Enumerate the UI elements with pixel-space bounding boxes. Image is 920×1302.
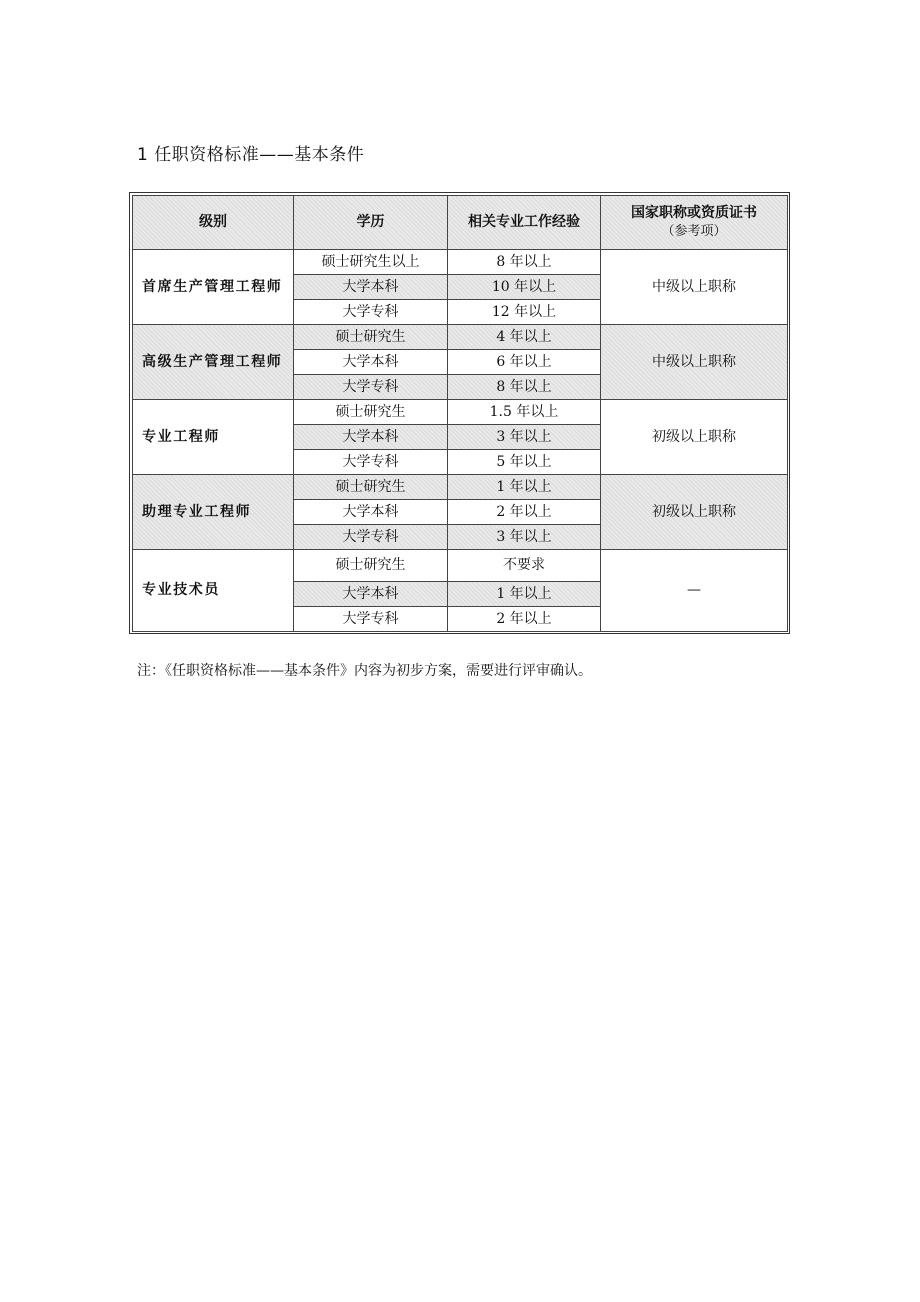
experience-cell: 2 年以上 (448, 607, 601, 632)
education-cell: 硕士研究生 (294, 550, 448, 582)
experience-cell: 1 年以上 (448, 475, 601, 500)
education-cell: 硕士研究生 (294, 325, 448, 350)
level-cell: 专业工程师 (133, 400, 294, 475)
certificate-cell: 中级以上职称 (601, 325, 788, 400)
education-cell: 大学本科 (294, 425, 448, 450)
experience-cell: 5 年以上 (448, 450, 601, 475)
education-cell: 大学专科 (294, 450, 448, 475)
level-cell: 高级生产管理工程师 (133, 325, 294, 400)
header-certificate (601, 196, 788, 250)
certificate-cell: 初级以上职称 (601, 400, 788, 475)
level-cell: 首席生产管理工程师 (133, 250, 294, 325)
education-cell: 大学专科 (294, 375, 448, 400)
education-cell: 大学本科 (294, 275, 448, 300)
experience-cell: 1 年以上 (448, 582, 601, 607)
certificate-cell: 中级以上职称 (601, 250, 788, 325)
education-cell: 硕士研究生以上 (294, 250, 448, 275)
table-row (133, 325, 788, 350)
education-cell: 硕士研究生 (294, 475, 448, 500)
education-cell: 大学本科 (294, 582, 448, 607)
experience-cell: 不要求 (448, 550, 601, 582)
table-row (133, 550, 788, 582)
header-level: 级别 (133, 196, 294, 250)
experience-cell: 1.5 年以上 (448, 400, 601, 425)
education-cell: 大学本科 (294, 350, 448, 375)
header-education: 学历 (294, 196, 448, 250)
level-cell: 专业技术员 (133, 550, 294, 632)
experience-cell: 6 年以上 (448, 350, 601, 375)
table-row (133, 400, 788, 425)
header-certificate-note: （参考项） (661, 224, 727, 240)
experience-cell: 4 年以上 (448, 325, 601, 350)
experience-cell: 12 年以上 (448, 300, 601, 325)
certificate-cell: — (601, 550, 788, 632)
table-header-row (133, 196, 788, 250)
education-cell: 大学本科 (294, 500, 448, 525)
header-experience: 相关专业工作经验 (448, 196, 601, 250)
experience-cell: 8 年以上 (448, 375, 601, 400)
experience-cell: 2 年以上 (448, 500, 601, 525)
table-row (133, 250, 788, 275)
experience-cell: 10 年以上 (448, 275, 601, 300)
experience-cell: 3 年以上 (448, 425, 601, 450)
experience-cell: 3 年以上 (448, 525, 601, 550)
education-cell: 大学专科 (294, 525, 448, 550)
footnote: 注：《任职资格标准——基本条件》内容为初步方案，需要进行评审确认。 (137, 663, 592, 679)
table-row (133, 475, 788, 500)
level-cell: 助理专业工程师 (133, 475, 294, 550)
qualification-table-frame (129, 192, 790, 634)
certificate-cell: 初级以上职称 (601, 475, 788, 550)
education-cell: 硕士研究生 (294, 400, 448, 425)
experience-cell: 8 年以上 (448, 250, 601, 275)
section-title: 1 任职资格标准——基本条件 (137, 145, 365, 165)
education-cell: 大学专科 (294, 300, 448, 325)
header-certificate-label: 国家职称或资质证书 (631, 205, 757, 222)
qualification-table (132, 195, 788, 632)
education-cell: 大学专科 (294, 607, 448, 632)
